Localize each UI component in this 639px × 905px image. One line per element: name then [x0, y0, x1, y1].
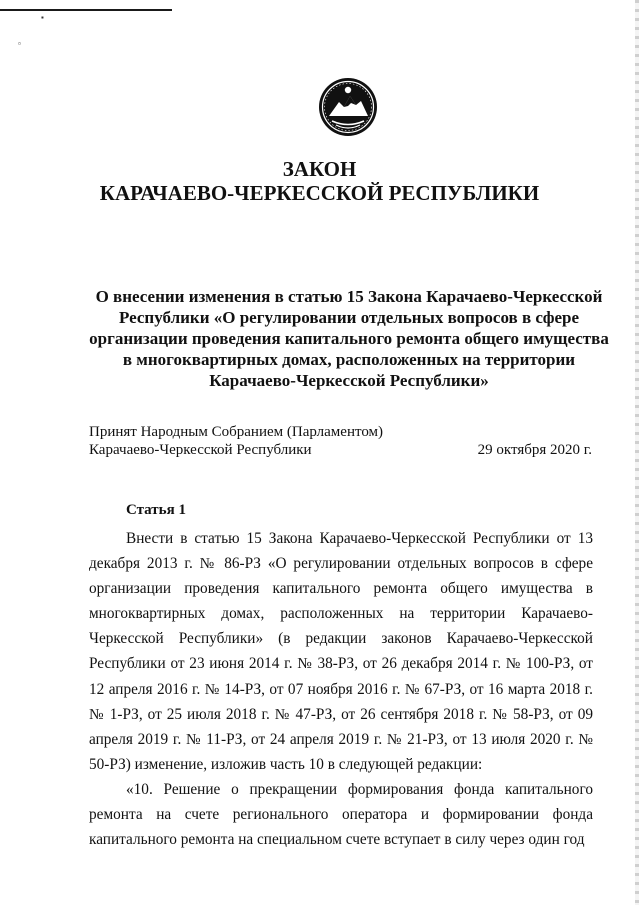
- scan-edge-artifact: [635, 0, 639, 905]
- coat-of-arms-emblem-icon: [317, 76, 379, 138]
- law-subject-heading: О внесении изменения в статью 15 Закона Карачаево-Черкесской Республики «О регулировании отдельных вопросов в сфере организации проведения капитального ремонта общего имущества в многоквартирных домах, расположенных на территории Карачаево-Черкесской Республики»: [89, 287, 609, 390]
- article-heading: Статья 1: [126, 502, 186, 518]
- adoption-date: 29 октября 2020 г.: [477, 442, 592, 458]
- article-paragraph: «10. Решение о прекращении формирования фонда капитального ремонта на счете регионального оператора и формировании фонда капитального ремонта на специальном счете вступает в силу через один год: [89, 780, 593, 849]
- law-title: ЗАКОН: [282, 157, 357, 181]
- adoption-line-2: Карачаево-Черкесской Республики: [89, 442, 312, 458]
- scan-speck: ▫: [18, 39, 21, 48]
- top-border-line: [0, 9, 172, 11]
- scan-speck: ▪: [41, 13, 44, 22]
- law-title-republic: КАРАЧАЕВО-ЧЕРКЕССКОЙ РЕСПУБЛИКИ: [99, 181, 540, 205]
- adoption-line-1: Принят Народным Собранием (Парламентом): [89, 424, 384, 440]
- article-body: [89, 526, 593, 852]
- article-paragraph: Внести в статью 15 Закона Карачаево-Черкесской Республики от 13 декабря 2013 г. № 86-РЗ «О регулировании отдельных вопросов в сфере организации проведения капитального ремонта общего имущества в многоквартирных домах, расположенных на территории Карачаево-Черкесской Республики» (в редакции законов Карачаево-Черкесской Республики от 23 июня 2014 г. № 38-РЗ, от 26 декабря 2014 г. № 100-РЗ, от 12 апреля 2016 г. № 14-РЗ, от 07 ноября 2016 г. № 67-РЗ, от 16 марта 2018 г. № 1-РЗ, от 25 июля 2018 г. № 47-РЗ, от 26 сентября 2018 г. № 58-РЗ, от 09 апреля 2019 г. № 11-РЗ, от 24 апреля 2019 г. № 21-РЗ, от 13 июля 2020 г. № 50-РЗ) изменение, изложив часть 10 в следующей редакции:: [89, 530, 593, 773]
